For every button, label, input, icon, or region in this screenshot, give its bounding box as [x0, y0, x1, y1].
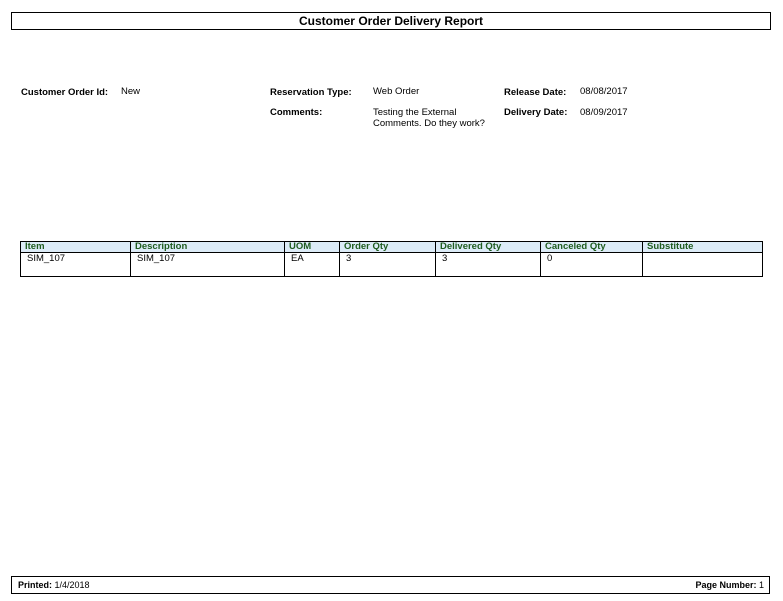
printed-label: Printed:: [18, 580, 53, 590]
report-title: Customer Order Delivery Report: [11, 12, 771, 30]
column-header-canceled-qty: Canceled Qty: [541, 242, 643, 253]
comments-label: Comments:: [270, 107, 323, 118]
page-number-info: [695, 577, 764, 593]
column-header-delivered-qty: Delivered Qty: [436, 242, 541, 253]
table-row: [21, 253, 763, 277]
column-header-item: Item: [21, 242, 131, 253]
cell-uom: EA: [285, 253, 340, 277]
page-number: 1: [758, 580, 764, 590]
printed-info: [18, 577, 90, 593]
column-header-description: Description: [131, 242, 285, 253]
reservation-type-label: Reservation Type:: [270, 87, 352, 98]
column-header-substitute: Substitute: [643, 242, 763, 253]
comments-value-line1: Testing the External: [373, 107, 457, 118]
customer-order-id-value: New: [121, 86, 141, 97]
items-table: [20, 241, 763, 277]
cell-canceled-qty: 0: [541, 253, 643, 277]
cell-item: SIM_107: [21, 253, 131, 277]
column-header-order-qty: Order Qty: [340, 242, 436, 253]
release-date-value: 08/08/2017: [580, 86, 628, 97]
report-footer: [11, 576, 770, 594]
release-date-label: Release Date:: [504, 87, 567, 98]
comments-value-line2: Comments. Do they work?: [373, 118, 485, 129]
customer-order-id-label: Customer Order Id:: [21, 87, 109, 98]
cell-description: SIM_107: [131, 253, 285, 277]
table-header-row: [21, 242, 763, 253]
delivery-date-label: Delivery Date:: [504, 107, 568, 118]
cell-substitute: [643, 253, 763, 277]
delivery-date-value: 08/09/2017: [580, 107, 628, 118]
cell-order-qty: 3: [340, 253, 436, 277]
page-number-label: Page Number:: [695, 580, 757, 590]
column-header-uom: UOM: [285, 242, 340, 253]
cell-delivered-qty: 3: [436, 253, 541, 277]
printed-date: 1/4/2018: [54, 580, 90, 590]
reservation-type-value: Web Order: [373, 86, 420, 97]
